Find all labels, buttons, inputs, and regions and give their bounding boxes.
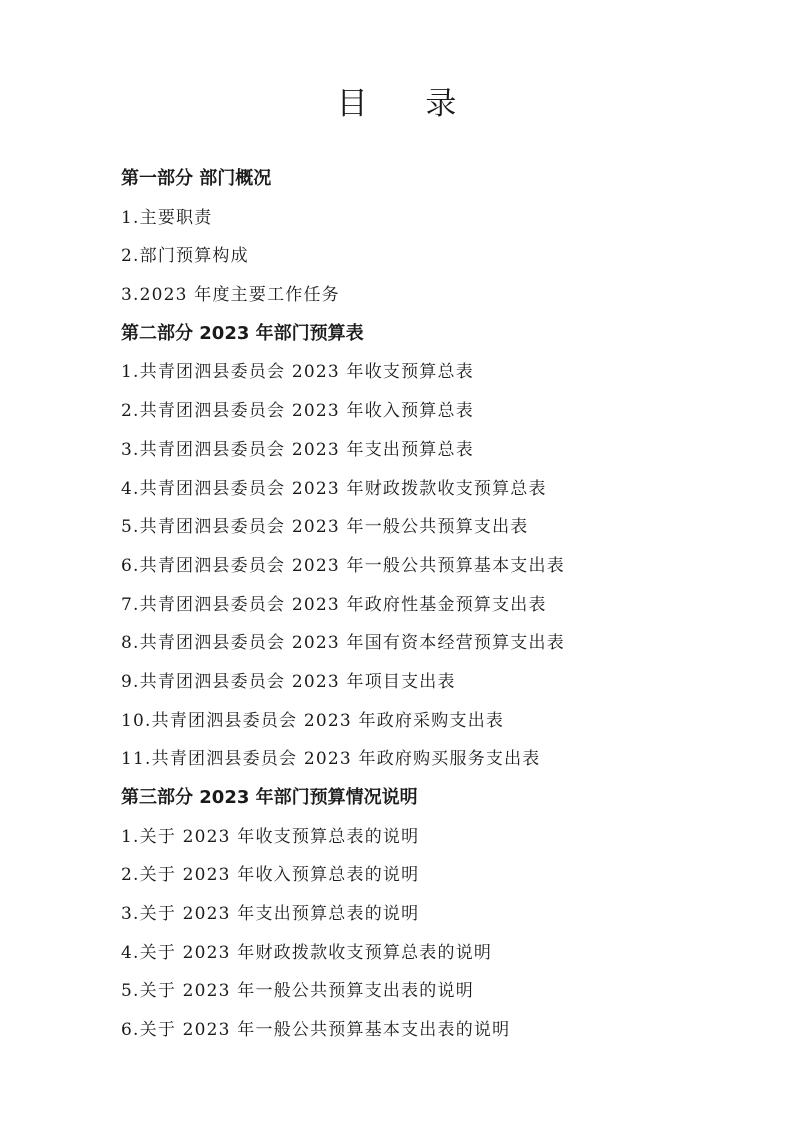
- section-heading-1: 第一部分 部门概况: [121, 168, 272, 189]
- toc-item: 9.共青团泗县委员会 2023 年项目支出表: [121, 671, 456, 692]
- toc-item: 4.关于 2023 年财政拨款收支预算总表的说明: [121, 942, 493, 963]
- toc-item: 8.共青团泗县委员会 2023 年国有资本经营预算支出表: [121, 633, 565, 654]
- toc-item: 4.共青团泗县委员会 2023 年财政拨款收支预算总表: [121, 478, 547, 499]
- toc-item: 6.共青团泗县委员会 2023 年一般公共预算基本支出表: [121, 555, 565, 576]
- toc-item: 6.关于 2023 年一般公共预算基本支出表的说明: [121, 1020, 511, 1041]
- toc-item: 5.关于 2023 年一般公共预算支出表的说明: [121, 981, 474, 1002]
- toc-item: 1.共青团泗县委员会 2023 年收支预算总表: [121, 362, 474, 383]
- toc-item: 7.共青团泗县委员会 2023 年政府性基金预算支出表: [121, 594, 547, 615]
- toc-item: 11.共青团泗县委员会 2023 年政府购买服务支出表: [121, 749, 541, 770]
- toc-item: 3.2023 年度主要工作任务: [121, 285, 340, 306]
- toc-item: 2.部门预算构成: [121, 246, 249, 267]
- toc-item: 2.关于 2023 年收入预算总表的说明: [121, 865, 420, 886]
- section-heading-2: 第二部分 2023 年部门预算表: [121, 322, 364, 344]
- toc-item: 1.关于 2023 年收支预算总表的说明: [121, 826, 420, 847]
- toc-item: 3.共青团泗县委员会 2023 年支出预算总表: [121, 439, 474, 460]
- section-heading-3: 第三部分 2023 年部门预算情况说明: [121, 787, 418, 808]
- toc-item: 2.共青团泗县委员会 2023 年收入预算总表: [121, 401, 474, 422]
- toc-item: 10.共青团泗县委员会 2023 年政府采购支出表: [121, 710, 505, 731]
- toc-item: 1.主要职责: [121, 207, 213, 228]
- toc-item: 3.关于 2023 年支出预算总表的说明: [121, 904, 420, 925]
- table-of-contents: [121, 160, 565, 1050]
- toc-item: 5.共青团泗县委员会 2023 年一般公共预算支出表: [121, 517, 529, 538]
- page-title: 目 录: [336, 86, 481, 122]
